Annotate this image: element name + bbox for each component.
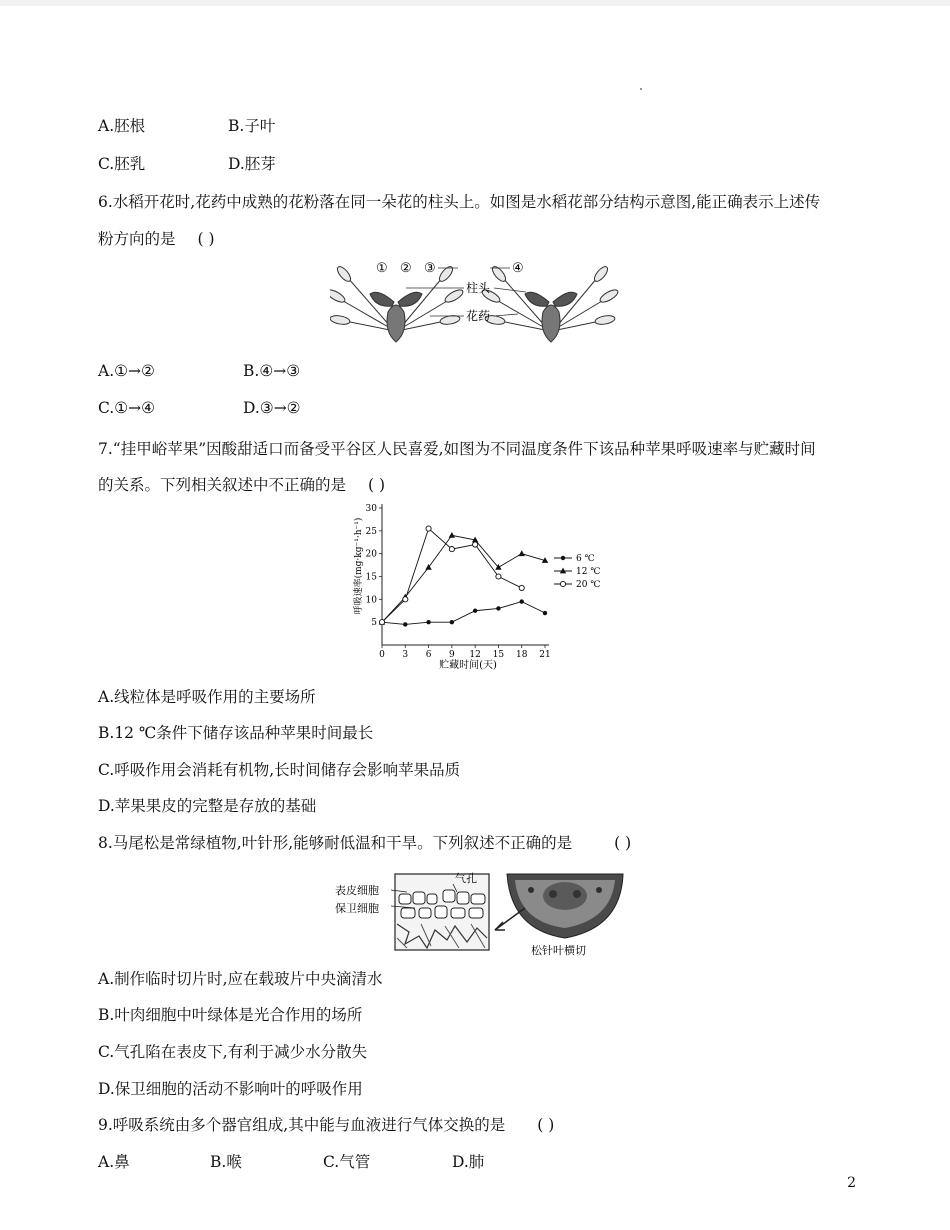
label-stoma: 气孔 [455, 872, 477, 885]
chart-data-point [426, 526, 431, 531]
chart-x-tick-label: 18 [515, 650, 528, 660]
q5-option-b: B.子叶 [228, 117, 276, 135]
chart-y-axis-label: 呼吸速率(mg·kg⁻¹·h⁻¹) [354, 517, 364, 615]
page-number: 2 [847, 1175, 856, 1191]
chart-data-point [426, 620, 430, 624]
chart-y-tick-label: 15 [365, 572, 377, 583]
q6-answer-paren: ( ) [197, 230, 215, 248]
q9-option-a: A.鼻 [98, 1153, 130, 1171]
chart-data-point [543, 611, 547, 615]
chart-y-tick-label: 20 [365, 549, 377, 560]
chart-data-point [449, 532, 455, 538]
chart-x-tick-label: 21 [539, 650, 551, 660]
rice-flower-figure [330, 258, 620, 350]
respiration-rate-chart [350, 500, 635, 672]
q8-option-b: B.叶肉细胞中叶绿体是光合作用的场所 [98, 1006, 363, 1024]
q5-option-c: C.胚乳 [98, 155, 146, 173]
chart-x-tick-label: 0 [379, 650, 385, 660]
q7-option-a: A.线粒体是呼吸作用的主要场所 [98, 688, 316, 706]
chart-data-point [496, 574, 501, 579]
q8-answer-paren: ( ) [614, 834, 632, 852]
chart-legend-label: 20 ℃ [576, 580, 601, 590]
chart-data-point [519, 585, 524, 590]
chart-x-tick-label: 9 [448, 650, 455, 660]
chart-y-tick-label: 10 [365, 595, 377, 606]
chart-series-line [382, 535, 545, 622]
q8-option-d: D.保卫细胞的活动不影响叶的呼吸作用 [98, 1080, 363, 1098]
q9-option-b: B.喉 [210, 1153, 242, 1171]
q6-option-a: A.①→② [98, 362, 155, 380]
q9-answer-paren: ( ) [537, 1116, 555, 1134]
q6-option-c: C.①→④ [98, 399, 156, 417]
chart-data-point [520, 599, 524, 603]
q5-option-a: A.胚根 [98, 117, 146, 135]
q7-option-b: B.12 ℃条件下储存该品种苹果时间最长 [98, 724, 374, 742]
chart-legend-label: 6 ℃ [576, 554, 595, 564]
q7-stem-line1: 7.“挂甲峪苹果”因酸甜适口而备受平谷区人民喜爱,如图为不同温度条件下该品种苹果呼吸速率与贮藏时间 [98, 440, 816, 458]
q8-option-a: A.制作临时切片时,应在载玻片中央滴清水 [98, 970, 383, 988]
chart-data-point [519, 550, 525, 556]
chart-data-point [496, 606, 500, 610]
marker-2: ② [400, 261, 412, 276]
q8-option-c: C.气孔陷在表皮下,有利于减少水分散失 [98, 1043, 368, 1061]
q5-option-d: D.胚芽 [228, 155, 276, 173]
q6-option-b: B.④→③ [243, 362, 301, 380]
label-stigma: 柱头 [466, 281, 491, 295]
chart-y-tick-label: 25 [365, 526, 377, 537]
marker-4: ④ [512, 261, 524, 276]
q9-option-d: D.肺 [452, 1153, 485, 1171]
marker-1: ① [376, 261, 388, 276]
q7-answer-paren: ( ) [368, 476, 386, 494]
label-anther: 花药 [466, 309, 491, 323]
chart-x-tick-label: 3 [402, 650, 409, 660]
chart-data-point [403, 597, 408, 602]
q7-option-c: C.呼吸作用会消耗有机物,长时间储存会影响苹果品质 [98, 761, 461, 779]
chart-x-tick-label: 15 [492, 650, 505, 660]
chart-legend-label: 12 ℃ [576, 567, 601, 577]
q7-option-d: D.苹果果皮的完整是存放的基础 [98, 797, 317, 815]
pine-needle-figure [335, 868, 625, 958]
chart-data-point [403, 622, 407, 626]
chart-x-axis-label: 贮藏时间(天) [439, 660, 497, 671]
page-top-edge [0, 0, 950, 6]
q9-stem: 9.呼吸系统由多个器官组成,其中能与血液进行气体交换的是 ( ) [98, 1116, 555, 1134]
chart-y-tick-label: 30 [365, 504, 377, 514]
chart-y-tick-label: 5 [371, 618, 377, 629]
chart-series-line [382, 602, 545, 625]
q9-option-c: C.气管 [323, 1153, 371, 1171]
chart-data-point [473, 609, 477, 613]
scan-speck [640, 88, 642, 90]
q6-stem-line2: 粉方向的是 ( ) [98, 230, 215, 248]
label-guard-cell: 保卫细胞 [335, 902, 379, 915]
q6-stem-line1: 6.水稻开花时,花药中成熟的花粉落在同一朵花的柱头上。如图是水稻花部分结构示意图,能正确表示上述传 [98, 193, 821, 211]
chart-data-point [379, 620, 384, 625]
q7-stem-line2: 的关系。下列相关叙述中不正确的是 ( ) [98, 476, 386, 494]
chart-data-point [473, 542, 478, 547]
chart-legend-marker [560, 568, 566, 574]
label-needle-section: 松针叶横切 [531, 944, 586, 957]
q6-option-d: D.③→② [243, 399, 301, 417]
chart-data-point [449, 547, 454, 552]
chart-legend-marker [560, 581, 565, 586]
q8-stem: 8.马尾松是常绿植物,叶针形,能够耐低温和干旱。下列叙述不正确的是 ( ) [98, 834, 632, 852]
label-epidermis: 表皮细胞 [335, 884, 379, 897]
chart-legend-marker [561, 556, 565, 560]
chart-data-point [450, 620, 454, 624]
chart-x-tick-label: 6 [425, 650, 432, 660]
chart-x-tick-label: 12 [469, 650, 481, 660]
marker-3: ③ [424, 261, 436, 276]
